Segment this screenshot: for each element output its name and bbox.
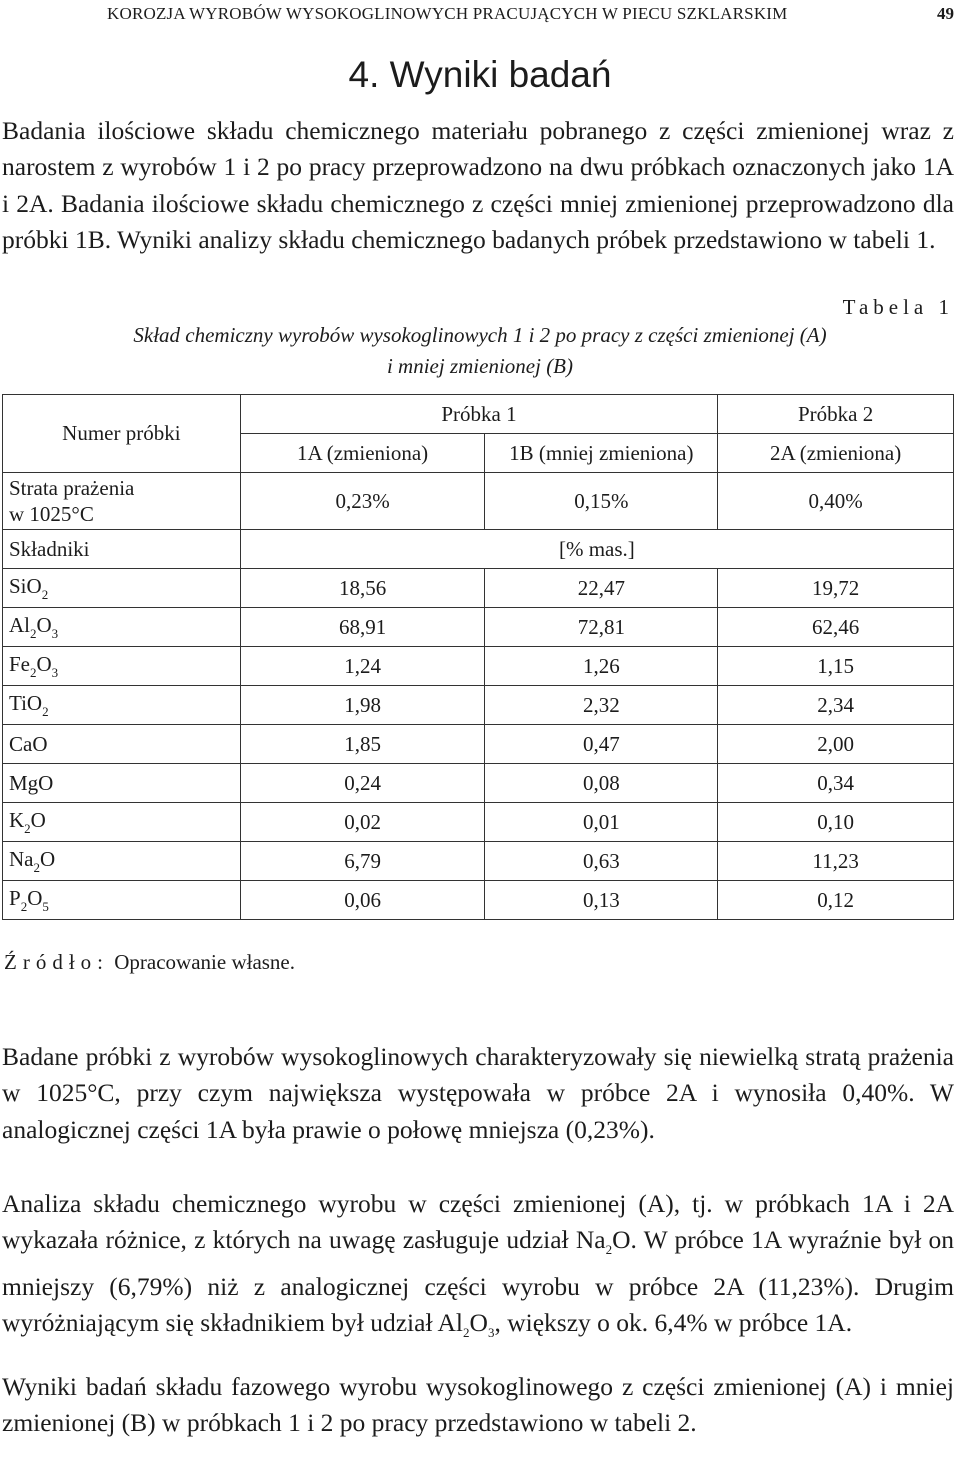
value-2A: 0,12 (718, 881, 954, 920)
component-name-part: 2 (42, 703, 49, 719)
component-name (3, 842, 241, 881)
component-name-part: TiO (9, 690, 43, 715)
table-row (3, 725, 954, 764)
table-label: Tabela 1 (842, 295, 954, 319)
header-probka-2: Próbka 2 (718, 395, 954, 434)
value-1B: 0,01 (485, 803, 718, 842)
paragraph-2: Badane próbki z wyrobów wysokoglinowych charakteryzowały się niewielką stratą prażenia w 1025°C, przy czym największa występowała w próbce 2A i wynosiła 0,40%. W analogicznej części 1A była prawie o połowę mniejsza (0,23%). (2, 1042, 954, 1144)
component-name-part: 2 (30, 625, 37, 641)
running-title: KOROZJA WYROBÓW WYSOKOGLINOWYCH PRACUJĄCYCH W PIECU SZKLARSKIM (107, 4, 788, 23)
component-name-part: SiO (9, 573, 42, 598)
component-name-part: 2 (20, 898, 28, 914)
table-row (3, 803, 954, 842)
value-2A: 62,46 (718, 608, 954, 647)
value-1B: 0,63 (485, 842, 718, 881)
value-2A: 1,15 (718, 647, 954, 686)
paragraph-3 (2, 1186, 954, 1351)
header-2A: 2A (zmieniona) (718, 434, 954, 473)
paragraph-3-sub2: 2 (463, 1324, 470, 1340)
component-name-part: Al (9, 612, 30, 637)
skladniki-label: Składniki (3, 530, 241, 569)
table-row (3, 608, 954, 647)
unit-label: [% mas.] (240, 530, 953, 569)
value-1A: 68,91 (240, 608, 485, 647)
component-name-part: K (9, 807, 25, 832)
paragraph-3-sub1: 2 (605, 1242, 613, 1258)
component-name-part: 2 (33, 859, 40, 875)
header-1A: 1A (zmieniona) (240, 434, 485, 473)
value-2A: 19,72 (718, 569, 954, 608)
table-caption (20, 320, 940, 382)
table-row (3, 881, 954, 920)
component-name-part: CaO (9, 731, 48, 756)
value-1B: 0,47 (485, 725, 718, 764)
strata-label (3, 473, 241, 530)
component-name (3, 686, 241, 725)
component-name-part: Fe (9, 651, 30, 676)
component-name-part: O (36, 651, 52, 676)
value-1B: 0,13 (485, 881, 718, 920)
intro-paragraph: Badania ilościowe składu chemicznego materiału pobranego z części zmienionej wraz z narostem z wyrobów 1 i 2 po pracy przeprowadzono na dwu próbkach oznaczonych jako 1A i 2A. Badania ilościowe składu chemicznego z części mniej zmienionej przeprowadzono dla próbki 1B. Wyniki analizy składu chemicznego badanych próbek przedstawiono w tabeli 1. (2, 116, 954, 254)
component-name-part: O (40, 846, 56, 871)
component-name-part: 5 (42, 898, 49, 914)
value-1B: 1,26 (485, 647, 718, 686)
paragraph-3-part4: , większy o ok. 6,4% w próbce 1A. (494, 1307, 853, 1337)
strata-label-line2: w 1025°C (9, 502, 94, 526)
source-text: Opracowanie własne. (109, 950, 296, 974)
table-caption-line1: Skład chemiczny wyrobów wysokoglinowych 1 i 2 po pracy z części zmienionej (A) (133, 323, 827, 347)
component-name-part: P (9, 885, 21, 910)
strata-label-line1: Strata prażenia (9, 476, 135, 500)
page-number: 49 (937, 4, 954, 23)
skladniki-row (3, 530, 954, 569)
strata-1B: 0,15% (485, 473, 718, 530)
paragraph-3-part3: O (469, 1307, 488, 1337)
table-row (3, 647, 954, 686)
running-header (0, 4, 960, 26)
table-caption-line2: i mniej zmienionej (B) (386, 354, 574, 378)
component-name (3, 881, 241, 920)
paragraph-3-sub3: 3 (487, 1324, 495, 1340)
component-name-part: MgO (9, 770, 54, 795)
component-name-part: 2 (30, 664, 37, 680)
table-row (3, 764, 954, 803)
component-name (3, 608, 241, 647)
value-1A: 1,98 (240, 686, 485, 725)
chemical-composition-table (2, 394, 954, 920)
component-name-part: O (27, 885, 43, 910)
paragraph-3-part2: O. W próbce 1A wyraźnie był on mniejszy (6,79%) niż z analogicznej części wyrobu w próbce 2A (11,23%). Drugim wyróżniającym się składnikiem był udział Al (2, 1225, 954, 1337)
component-name-part: 3 (51, 625, 59, 641)
paragraph-4: Wyniki badań składu fazowego wyrobu wysokoglinowego z części zmienionej (A) i mniej zmienionej (B) w próbkach 1 i 2 po pracy przedstawiono w tabeli 2. (2, 1372, 954, 1438)
value-2A: 11,23 (718, 842, 954, 881)
value-1B: 2,32 (485, 686, 718, 725)
value-1A: 6,79 (240, 842, 485, 881)
table-row (3, 686, 954, 725)
value-1A: 1,85 (240, 725, 485, 764)
component-name-part: 2 (41, 586, 49, 602)
paragraph-3-part1: Analiza składu chemicznego wyrobu w części zmienionej (A), tj. w próbkach 1A i 2A wykazała różnice, z których na uwagę zasługuje udział Na (2, 1189, 954, 1255)
source-label: Źródło: (4, 950, 109, 974)
value-1B: 22,47 (485, 569, 718, 608)
value-1B: 72,81 (485, 608, 718, 647)
value-2A: 0,10 (718, 803, 954, 842)
component-name (3, 725, 241, 764)
component-name (3, 647, 241, 686)
value-2A: 2,00 (718, 725, 954, 764)
component-name (3, 764, 241, 803)
component-name (3, 803, 241, 842)
table-row (3, 569, 954, 608)
value-1A: 18,56 (240, 569, 485, 608)
header-probka-1: Próbka 1 (240, 395, 717, 434)
strata-2A: 0,40% (718, 473, 954, 530)
component-name-part: O (36, 612, 52, 637)
component-name-part: 3 (51, 664, 59, 680)
table-source (4, 950, 295, 975)
table-header-row (3, 395, 954, 434)
value-1A: 1,24 (240, 647, 485, 686)
strata-row (3, 473, 954, 530)
component-name-part: O (30, 807, 46, 832)
value-2A: 2,34 (718, 686, 954, 725)
value-2A: 0,34 (718, 764, 954, 803)
component-name-part: 2 (24, 820, 31, 836)
component-name (3, 569, 241, 608)
value-1A: 0,24 (240, 764, 485, 803)
table-row (3, 842, 954, 881)
component-name-part: Na (9, 846, 34, 871)
section-title: 4. Wyniki badań (348, 54, 612, 95)
header-numer-probki: Numer próbki (3, 395, 241, 473)
value-1A: 0,02 (240, 803, 485, 842)
header-1B: 1B (mniej zmieniona) (485, 434, 718, 473)
strata-1A: 0,23% (240, 473, 485, 530)
value-1A: 0,06 (240, 881, 485, 920)
value-1B: 0,08 (485, 764, 718, 803)
